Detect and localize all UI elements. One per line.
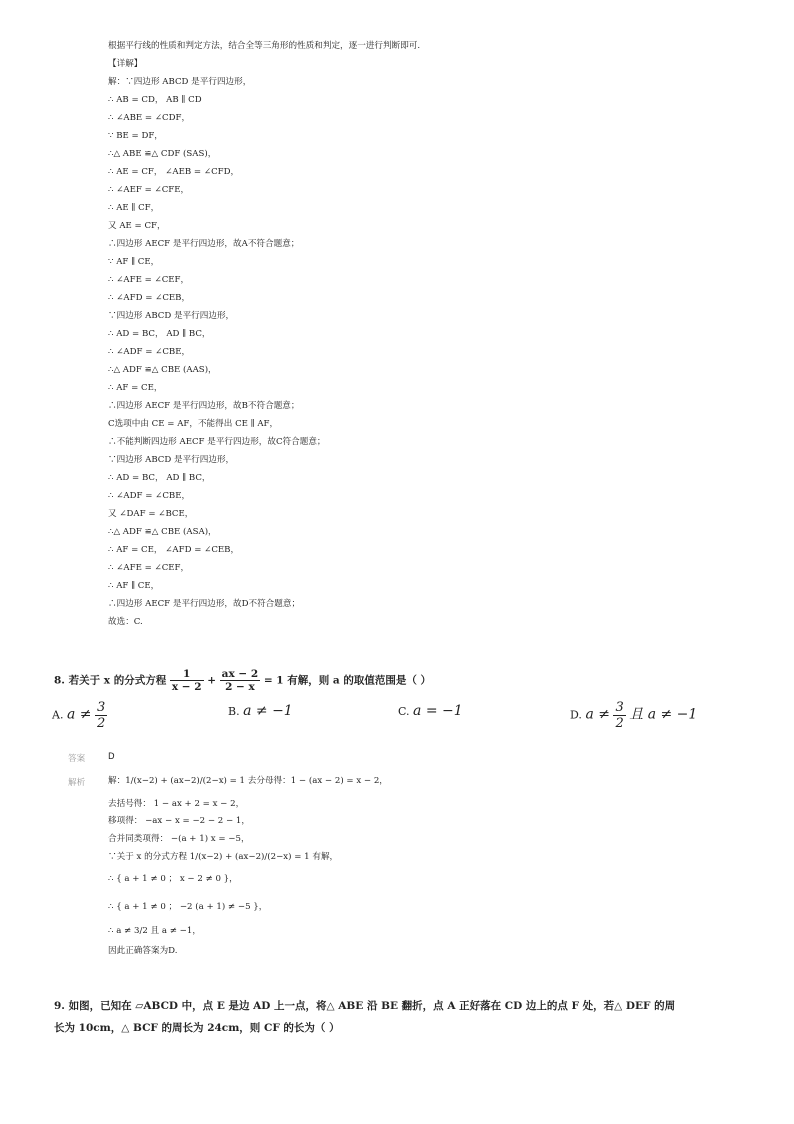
- analysis-line: ∵关于 x 的分式方程 1/(x−2) + (ax−2)/(2−x) = 1 有解，: [108, 852, 339, 862]
- q8-option-d-text-post: 且 a ≠ −1: [629, 706, 698, 723]
- q8-option-a: [52, 700, 107, 731]
- q7-solution-line: ∴四边形 AECF 是平行四边形，故B不符合题意；: [108, 401, 300, 411]
- q7-solution-line: ∵四边形 ABCD 是平行四边形，: [108, 455, 235, 465]
- q9-line-1: 9. 如图，已知在 ▱ABCD 中，点 E 是边 AD 上一点，将△ ABE 沿 BE 翻折，点 A 正好落在 CD 边上的点 F 处，若△ DEF 的周: [54, 1000, 676, 1012]
- q7-solution-line: ∴ ∠AFE = ∠CEF，: [108, 563, 190, 573]
- q7-solution-line: 故选：C.: [108, 617, 143, 627]
- analysis-line: 解：1/(x−2) + (ax−2)/(2−x) = 1 去分母得：1 − (ax − 2) = x − 2，: [108, 776, 388, 786]
- analysis-line: 移项得： −ax − x = −2 − 2 − 1，: [108, 816, 250, 826]
- q7-solution-line: ∴ AB = CD， AB ∥ CD: [108, 95, 202, 105]
- q8-option-d-frac: [613, 700, 625, 731]
- q7-solution-line: ∴ ∠AEF = ∠CFE，: [108, 185, 190, 195]
- q8-option-a-frac-den: 2: [96, 716, 106, 731]
- q8-frac1-den: x − 2: [171, 681, 202, 693]
- q9-line-2: 长为 10cm，△ BCF 的周长为 24cm，则 CF 的长为（ ）: [54, 1022, 340, 1034]
- analysis-line: ∴ { a + 1 ≠ 0 ； −2 (a + 1) ≠ −5 }，: [108, 902, 268, 912]
- q7-solution-line: ∴ ∠AFD = ∠CEB，: [108, 293, 191, 303]
- q8-option-d-frac-num: 3: [615, 700, 624, 715]
- q7-solution-line: 又 ∠DAF = ∠BCE，: [108, 509, 194, 519]
- q8-frac1: [170, 668, 204, 693]
- answer-value: D: [108, 752, 115, 762]
- q7-solution-line: ∵ BE = DF，: [108, 131, 163, 141]
- q7-solution-line: ∴ AE = CF， ∠AEB = ∠CFD，: [108, 167, 240, 177]
- q8-option-c-text: a = −1: [413, 703, 463, 719]
- answer-label: 答案: [68, 754, 86, 764]
- q7-solution-line: ∴ AD = BC， AD ∥ BC，: [108, 329, 211, 339]
- q7-solution-line: 解：∵四边形 ABCD 是平行四边形，: [108, 77, 252, 87]
- q7-solution-line: ∴ ∠ADF = ∠CBE，: [108, 491, 191, 501]
- q8-option-a-text: a ≠: [66, 706, 92, 723]
- q8-frac1-num: 1: [170, 668, 204, 681]
- q7-solution-line: 【详解】: [108, 59, 143, 69]
- q8-plus: +: [207, 674, 217, 687]
- q7-solution-line: ∴ ∠ADF = ∠CBE，: [108, 347, 191, 357]
- q7-solution-line: ∴ AF = CE，: [108, 383, 163, 393]
- q8-stem-suffix: = 1 有解，则 a 的取值范围是（ ）: [263, 674, 431, 687]
- q8-option-b-text: a ≠ −1: [243, 703, 293, 719]
- q7-solution-line: ∴ AF = CE， ∠AFD = ∠CEB，: [108, 545, 240, 555]
- q7-solution-line: ∴ ∠ABE = ∠CDF，: [108, 113, 191, 123]
- analysis-line: ∴ a ≠ 3/2 且 a ≠ −1，: [108, 926, 201, 936]
- q7-solution-line: ∴△ ABE ≌△ CDF (SAS)，: [108, 149, 217, 159]
- q8-option-b: [228, 703, 293, 719]
- q8-option-a-letter: A.: [52, 708, 64, 722]
- analysis-line: 去括号得： 1 − ax + 2 = x − 2，: [108, 799, 245, 809]
- q7-solution-line: ∴△ ADF ≌△ CBE (ASA)，: [108, 527, 217, 537]
- q8-option-d-text: a ≠: [585, 706, 610, 723]
- q7-solution-line: C选项中由 CE = AF，不能得出 CE ∥ AF，: [108, 419, 279, 429]
- q7-solution-line: ∴四边形 AECF 是平行四边形，故D不符合题意；: [108, 599, 301, 609]
- q7-solution-line: ∴ AE ∥ CF，: [108, 203, 160, 213]
- analysis-line: 因此正确答案为D.: [108, 946, 178, 956]
- q8-option-c: [398, 703, 463, 719]
- q8-stem: [54, 668, 431, 693]
- q7-solution-line: ∴ AF ∥ CE，: [108, 581, 160, 591]
- q8-option-d-letter: D.: [570, 708, 582, 722]
- q7-solution-line: ∵ AF ∥ CE，: [108, 257, 160, 267]
- q8-frac2-num: ax − 2: [221, 668, 259, 680]
- q7-solution-line: ∴ AD = BC， AD ∥ BC，: [108, 473, 211, 483]
- q7-solution-line: 又 AE = CF，: [108, 221, 166, 231]
- q7-solution-line: ∴四边形 AECF 是平行四边形，故A不符合题意；: [108, 239, 300, 249]
- q7-solution-line: ∴△ ADF ≌△ CBE (AAS)，: [108, 365, 217, 375]
- analysis-line: 合并同类项得： −(a + 1) x = −5，: [108, 834, 250, 844]
- analysis-line: ∴ { a + 1 ≠ 0 ； x − 2 ≠ 0 }，: [108, 874, 238, 884]
- q8-frac2-den: 2 − x: [225, 681, 255, 693]
- q7-solution-line: 根据平行线的性质和判定方法，结合全等三角形的性质和判定，逐一进行判断即可.: [108, 41, 421, 51]
- q8-option-a-frac-num: 3: [96, 700, 106, 715]
- q7-solution-line: ∴ ∠AFE = ∠CEF，: [108, 275, 190, 285]
- q8-frac2: [220, 668, 260, 693]
- q8-option-d: [570, 700, 697, 731]
- q8-option-a-frac: [95, 700, 107, 731]
- q7-solution-line: ∵四边形 ABCD 是平行四边形，: [108, 311, 235, 321]
- analysis-label: 解析: [68, 778, 86, 788]
- q7-solution-line: ∴不能判断四边形 AECF 是平行四边形，故C符合题意；: [108, 437, 326, 447]
- q8-option-c-letter: C.: [398, 705, 410, 718]
- q8-stem-prefix: 8. 若关于 x 的分式方程: [54, 674, 167, 687]
- q8-option-d-frac-den: 2: [615, 716, 624, 731]
- q8-option-b-letter: B.: [228, 705, 240, 718]
